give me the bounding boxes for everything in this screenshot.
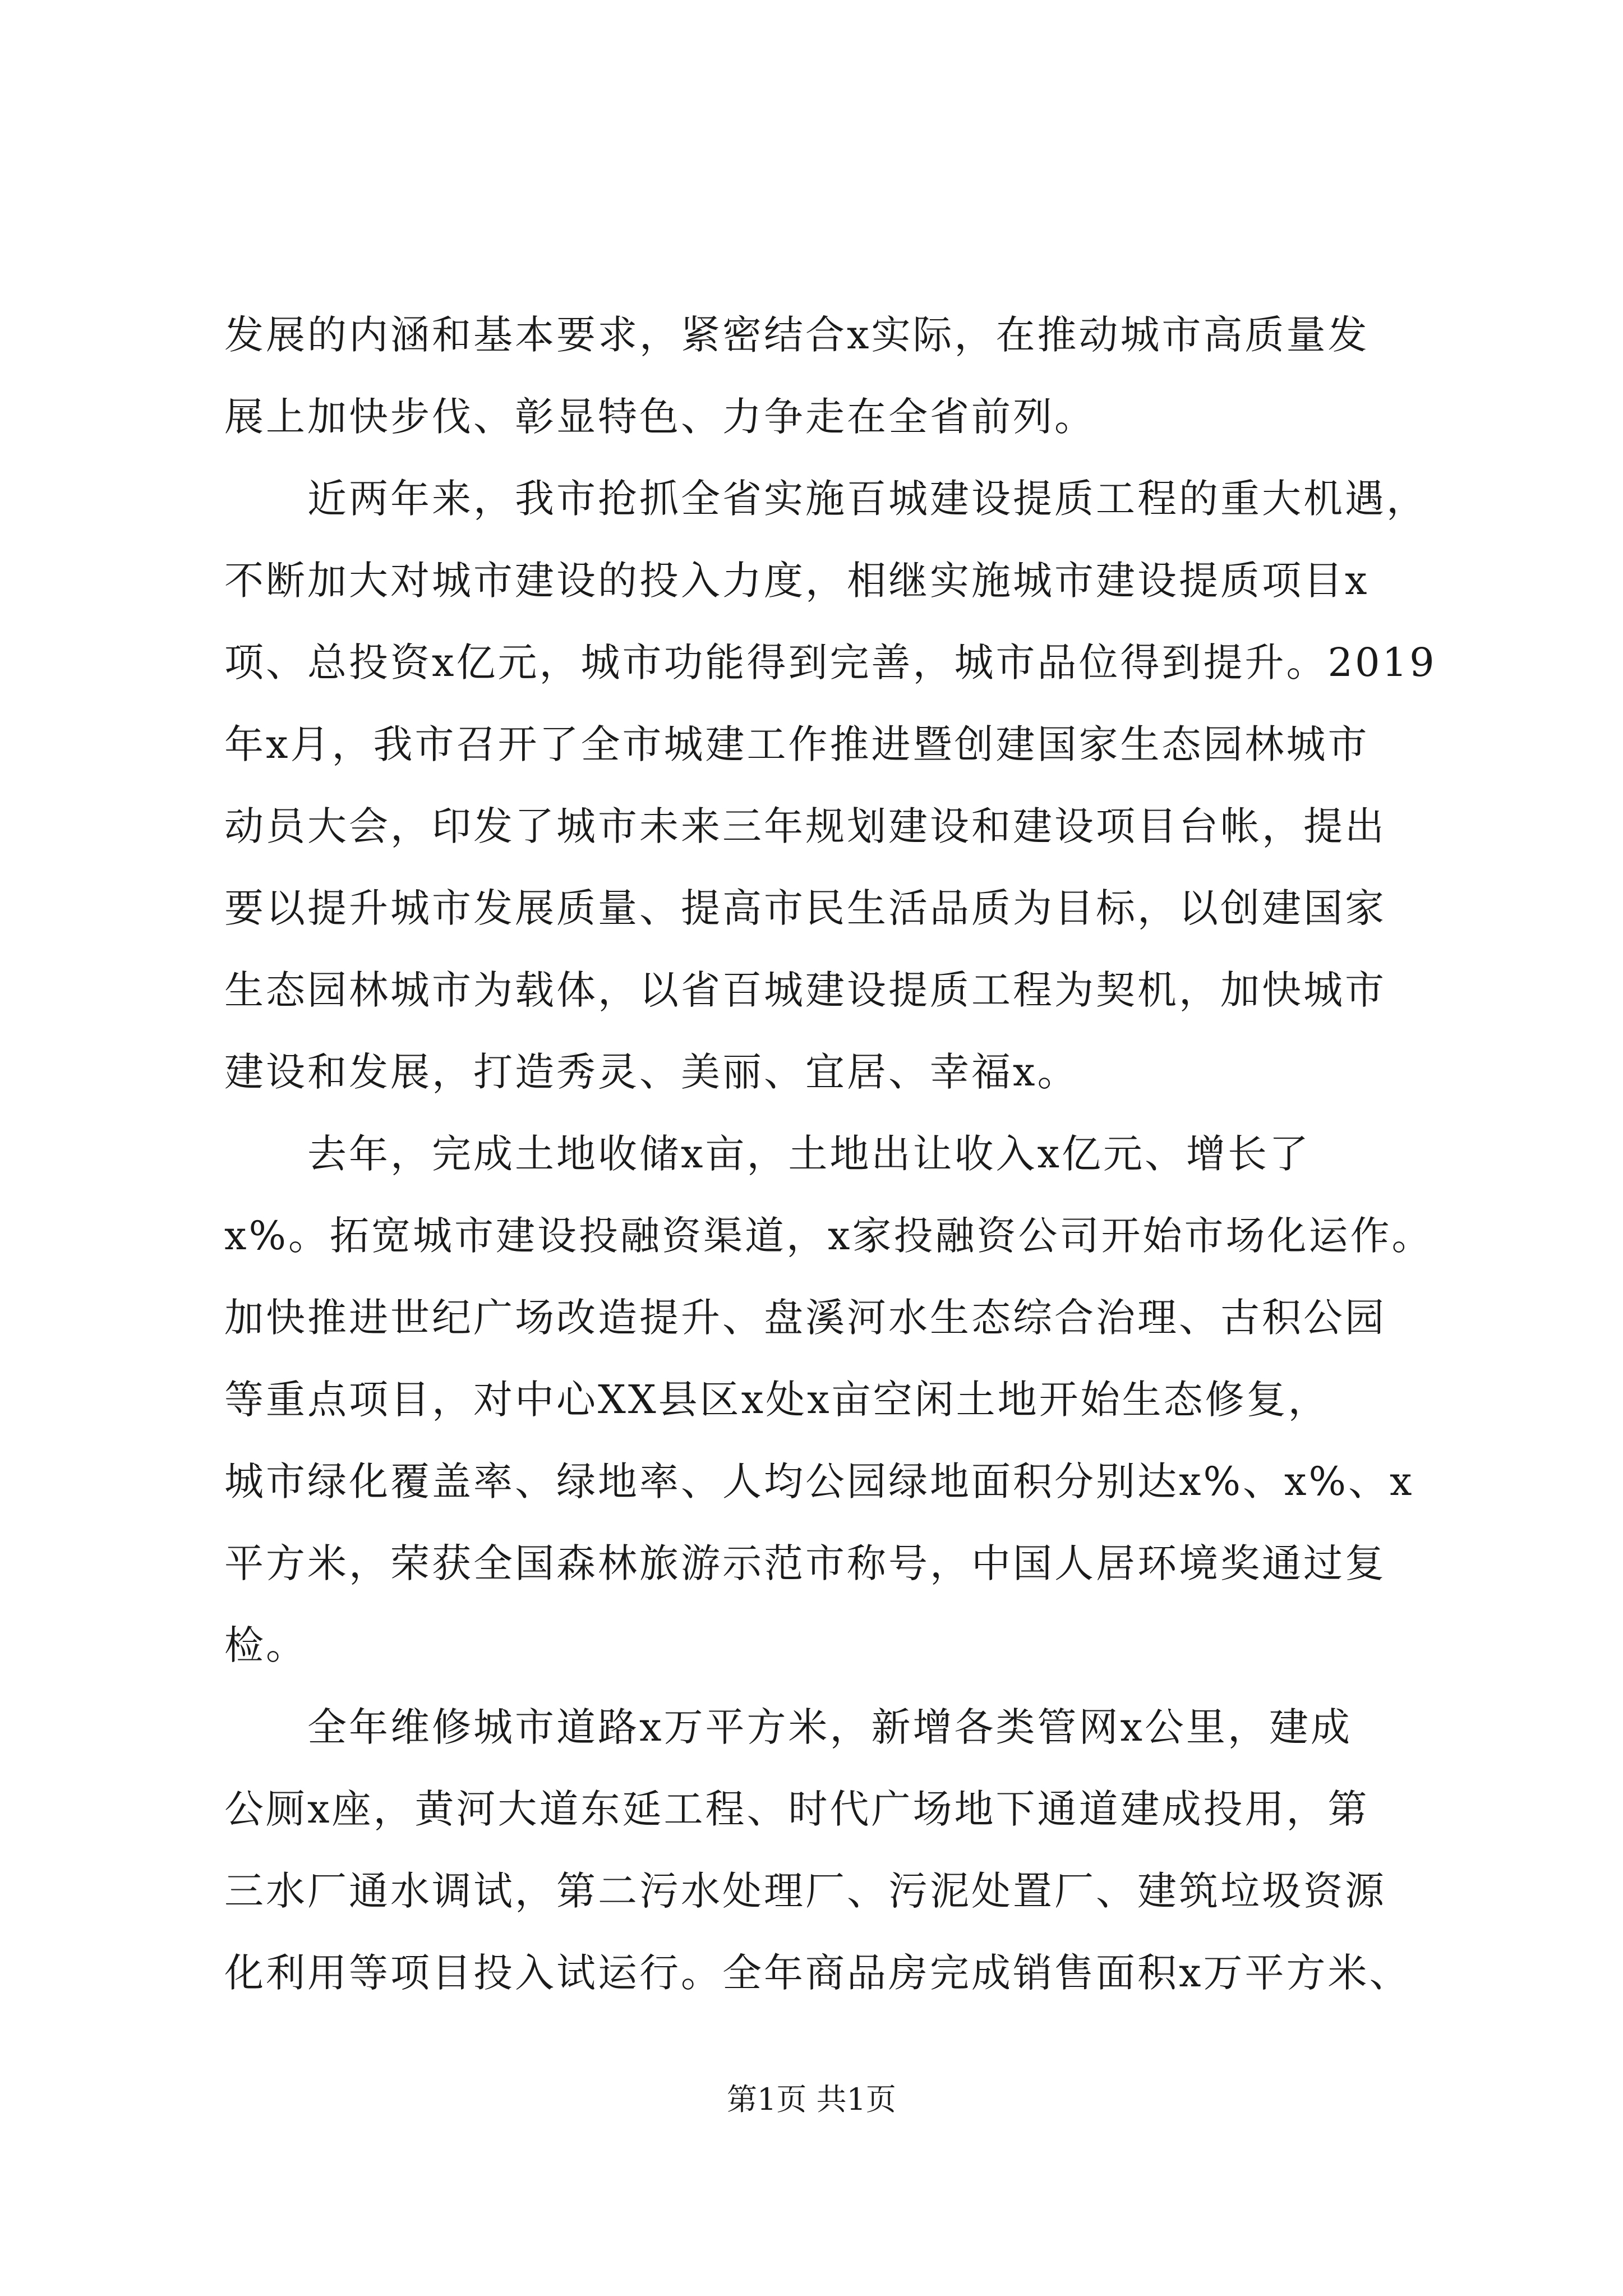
text-line: 近两年来，我市抢抓全省实施百城建设提质工程的重大机遇，: [224, 476, 1428, 522]
text-line: 要以提升城市发展质量、提高市民生活品质为目标，以创建国家: [224, 885, 1386, 931]
text-line: 建设和发展，打造秀灵、美丽、宜居、幸福x。: [224, 1049, 1079, 1095]
text-line: 加快推进世纪广场改造提升、盘溪河水生态综合治理、古积公园: [224, 1295, 1386, 1341]
text-line: 全年维修城市道路x万平方米，新增各类管网x公里，建成: [224, 1704, 1352, 1750]
text-line: 三水厂通水调试，第二污水处理厂、污泥处置厂、建筑垃圾资源: [224, 1868, 1386, 1914]
text-line: 项、总投资x亿元，城市功能得到完善，城市品位得到提升。2019: [224, 639, 1437, 685]
text-line: 平方米，荣获全国森林旅游示范市称号，中国人居环境奖通过复: [224, 1540, 1386, 1586]
text-line: 公厕x座，黄河大道东延工程、时代广场地下通道建成投用，第: [224, 1786, 1370, 1832]
text-line: 不断加大对城市建设的投入力度，相继实施城市建设提质项目x: [224, 558, 1370, 604]
text-line: x%。拓宽城市建设投融资渠道，x家投融资公司开始市场化运作。: [224, 1213, 1433, 1259]
text-line: 动员大会，印发了城市未来三年规划建设和建设项目台帐，提出: [224, 803, 1386, 849]
text-line: 生态园林城市为载体，以省百城建设提质工程为契机，加快城市: [224, 967, 1386, 1013]
page-footer: 第1页 共1页: [727, 2082, 896, 2117]
text-line: 展上加快步伐、彰显特色、力争走在全省前列。: [224, 394, 1096, 440]
text-line: 检。: [224, 1622, 307, 1668]
text-line: 城市绿化覆盖率、绿地率、人均公园绿地面积分别达x%、x%、x: [224, 1458, 1414, 1504]
text-line: 年x月，我市召开了全市城建工作推进暨创建国家生态园林城市: [224, 721, 1370, 767]
text-line: 等重点项目，对中心XX县区x处x亩空闲土地开始生态修复，: [224, 1377, 1330, 1423]
text-line: 去年，完成土地收储x亩，土地出让收入x亿元、增长了: [224, 1131, 1311, 1177]
text-line: 发展的内涵和基本要求，紧密结合x实际，在推动城市高质量发: [224, 312, 1370, 358]
document-body: [224, 294, 1437, 2014]
text-line: 化利用等项目投入试运行。全年商品房完成销售面积x万平方米、: [224, 1950, 1411, 1996]
